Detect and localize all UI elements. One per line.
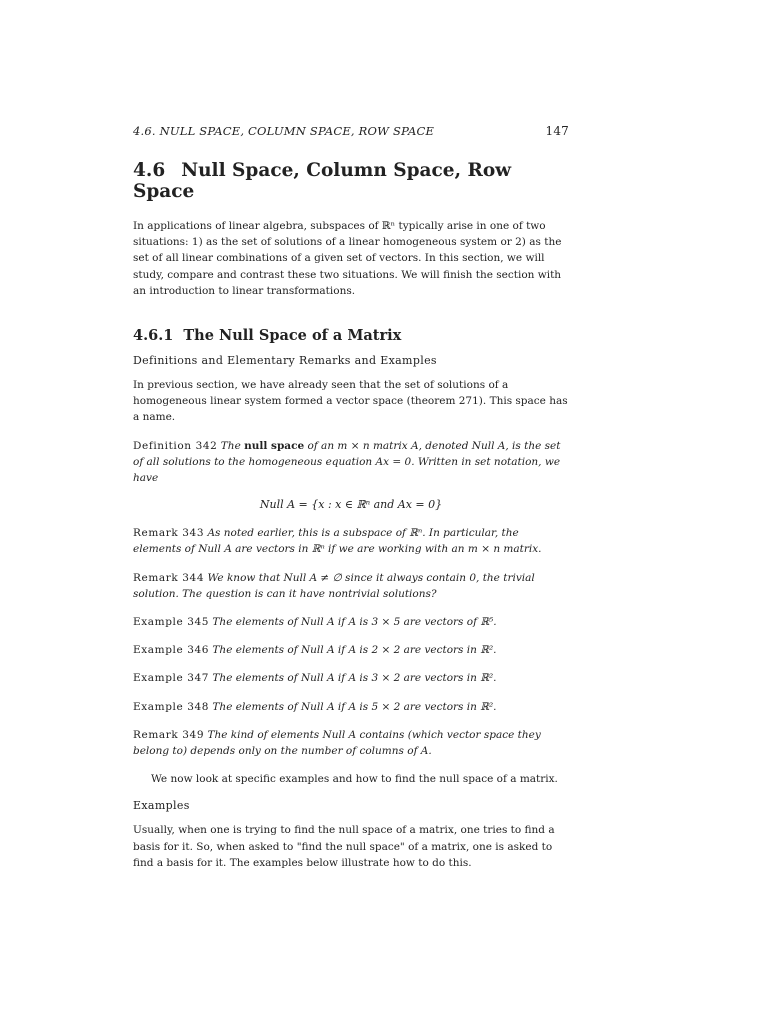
- subsection-heading: [133, 327, 569, 344]
- definition-342: [133, 438, 569, 487]
- item-text: We know that Null A ≠ ∅ since it always contain 0, the trivial solution. The question is can it have nontrivial solutions?: [133, 571, 535, 600]
- example-346: [133, 642, 569, 658]
- section-title: Null Space, Column Space, Row Space: [133, 160, 512, 202]
- item-text: The elements of Null A if A is 3 × 2 are vectors in ℝ².: [212, 672, 497, 685]
- running-title: 4.6. NULL SPACE, COLUMN SPACE, ROW SPACE: [133, 124, 435, 138]
- definitions-heading: Definitions and Elementary Remarks and Examples: [133, 354, 437, 368]
- example-348: [133, 699, 569, 715]
- page-content: [133, 124, 569, 883]
- item-text: As noted earlier, this is a subspace of ℝⁿ. In particular, the elements of Null A are vectors in ℝⁿ if we are working with an m × n matrix.: [133, 527, 542, 556]
- page-number: 147: [545, 124, 569, 138]
- item-label: Remark 349: [133, 728, 205, 741]
- example-345: [133, 614, 569, 630]
- item-label: Example 346: [133, 644, 210, 657]
- item-text: The elements of Null A if A is 3 × 5 are vectors of ℝ⁵.: [212, 616, 497, 629]
- item-label: Example 347: [133, 672, 210, 685]
- definition-pre: The: [220, 439, 245, 452]
- item-label: Remark 344: [133, 571, 205, 584]
- examples-heading: Examples: [133, 799, 190, 813]
- definition-term: null space: [244, 439, 305, 452]
- definition-label: Definition 342: [133, 439, 218, 452]
- item-text: The elements of Null A if A is 2 × 2 are vectors in ℝ².: [212, 644, 497, 657]
- display-equation: Null A = {x : x ∈ ℝⁿ and Ax = 0}: [259, 498, 443, 512]
- subsection-title: The Null Space of a Matrix: [183, 327, 402, 345]
- intro-paragraph: In applications of linear algebra, subspaces of ℝⁿ typically arise in one of two situations: 1) as the set of solutions of a linear homogeneous system or 2) as the set of all linear combinations of a given set of vectors. In this section, we will study, compare and contrast these two situations. We will finish the section with an introduction to linear transformations.: [133, 220, 562, 297]
- item-label: Example 348: [133, 700, 210, 713]
- section-number: 4.6: [133, 160, 166, 181]
- section-heading: [133, 160, 569, 202]
- previous-section-paragraph: In previous section, we have already seen that the set of solutions of a homogeneous linear system formed a vector space (theorem 271). This space has a name.: [133, 379, 568, 424]
- item-label: Remark 343: [133, 527, 205, 540]
- item-label: Example 345: [133, 616, 210, 629]
- item-text: The kind of elements Null A contains (which vector space they belong to) depends only on the number of columns of A.: [133, 728, 541, 758]
- subsection-number: 4.6.1: [133, 327, 174, 345]
- remark-349: [133, 727, 569, 759]
- remark-343: [133, 525, 569, 557]
- running-header: [133, 124, 569, 138]
- final-paragraph: Usually, when one is trying to find the null space of a matrix, one tries to find a basis for it. So, when asked to "find the null space" of a matrix, one is asked to find a basis for it. The examples below illustrate how to do this.: [133, 824, 555, 869]
- item-text: The elements of Null A if A is 5 × 2 are vectors in ℝ².: [212, 700, 497, 713]
- example-347: [133, 670, 569, 686]
- remark-344: [133, 570, 569, 602]
- definition-body: of an m × n matrix A, denoted Null A, is the set of all solutions to the homogeneous equation Ax = 0. Written in set notation, we have: [133, 439, 561, 485]
- transition-paragraph: We now look at specific examples and how to find the null space of a matrix.: [151, 773, 558, 786]
